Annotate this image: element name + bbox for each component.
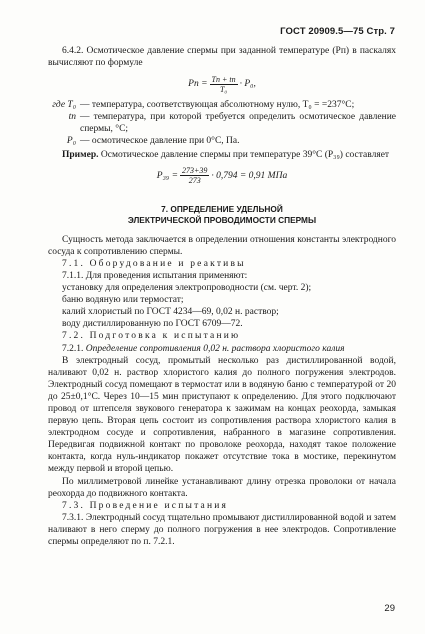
method-essence: Сущность метода заключается в определении отношения константы электродного сосуда к сопротивлению спермы. <box>48 234 396 257</box>
section-7-title-line1: 7. ОПРЕДЕЛЕНИЕ УДЕЛЬНОЙ <box>161 203 283 214</box>
page-number: 29 <box>384 603 395 614</box>
definition-text: — осмотическое давление при 0°С, Па. <box>80 136 240 147</box>
paragraph-6-4-2: 6.4.2. Осмотическое давление спермы при заданной температуре (Pп) в паскалях вычисляют по формуле <box>48 46 396 69</box>
definition-symbol: P₀ <box>66 136 76 147</box>
example-text: Осмотическое давление спермы при температуре 39°С (P₃₉) составляет <box>100 149 390 160</box>
procedure-paragraph: В электродный сосуд, промытый несколько раз дистиллированной водой, наливают 0,02 н. раствор хлористого калия до полного погружения электродов. Электродный сосуд помещают в термостат или в водяную баню с температурой от 20 до 25±0,1°С. Через 10—15 мин приступают к определению. Для этого подключают провод от штепселя звукового генератора к зажимам на концах реохорда, замыкая первую цепь. Вторая цепь состоит из сопротивления раствора хлористого калия в электродном сосуде и сопротивления, набранного в магазине сопротивления. Передвигая подвижной контакт по проволоке реохорда, находят такое положение контакта, когда нуль-индикатор покажет отсутствие тока в мостике, перекинутом между первой и второй цепью. <box>48 355 396 475</box>
definition-text: — температура, при которой требуется определить осмотическое давление спермы, °С; <box>80 112 396 135</box>
heading-7-2: 7.2. Подготовка к испытанию <box>62 331 241 342</box>
equipment-item: баню водяную или термостат; <box>62 295 184 306</box>
heading-7-1: 7.1. Оборудование и реактивы <box>62 258 246 269</box>
definition-symbol: tп <box>68 112 76 123</box>
formula1-fraction <box>210 75 238 94</box>
paragraph-7-2-1-number: 7.2.1. <box>62 343 84 354</box>
definition-text: — температура, соответствующая абсолютному нулю, T₀ = =237°С; <box>80 100 355 111</box>
running-header: ГОСТ 20909.5—75 Стр. 7 <box>280 26 395 37</box>
page-content <box>48 45 396 548</box>
formula1-numerator: Tп + tп <box>211 74 236 84</box>
formula-osmotic-pressure <box>48 70 396 98</box>
paragraph-7-2-1-title <box>48 343 396 355</box>
definition-symbol: где T₀ <box>52 100 76 111</box>
ruler-paragraph: По миллиметровой линейке устанавливают длину отрезка проволоки от начала реохорда до подвижного контакта. <box>48 476 396 499</box>
formula2-denominator: 273 <box>188 176 201 186</box>
paragraph-7-2-1-heading: Определение сопротивления 0,02 н. раствора хлористого калия <box>85 343 345 354</box>
paragraph-7-1-1: 7.1.1. Для проведения испытания применяют: <box>62 270 248 281</box>
example-label: Пример. <box>62 149 99 160</box>
formula2-numerator: 273+39 <box>181 166 208 176</box>
equipment-item: установку для определения электропроводности (см. черт. 2); <box>62 283 312 294</box>
section-7-title-line2: ЭЛЕКТРИЧЕСКОЙ ПРОВОДИМОСТИ СПЕРМЫ <box>127 214 317 225</box>
formula2-fraction <box>180 166 209 185</box>
formula1-tail: · P₀, <box>239 79 256 90</box>
heading-7-3: 7.3. Проведение испытания <box>62 500 229 511</box>
formula1-lhs: Pп = <box>188 79 208 90</box>
example-paragraph <box>48 149 396 161</box>
formula2-lhs: P₃₉ = <box>156 170 178 181</box>
formula1-denominator: T₀ <box>219 84 228 94</box>
formula2-tail: · 0,794 = 0,91 МПа <box>211 170 288 181</box>
paragraph-7-3-1: 7.3.1. Электродный сосуд тщательно промывают дистиллированной водой и затем наливают в него сперму до полного погружения в нее электродов. Сопротивление спермы определяют по п. 7.2.1. <box>48 512 396 547</box>
formula-definitions <box>48 99 396 147</box>
equipment-item: воду дистиллированную по ГОСТ 6709—72. <box>62 319 243 330</box>
equipment-item: калий хлористый по ГОСТ 4234—69, 0,02 н. раствор; <box>62 307 279 318</box>
section-7-title <box>48 204 396 226</box>
formula-example <box>48 162 396 190</box>
